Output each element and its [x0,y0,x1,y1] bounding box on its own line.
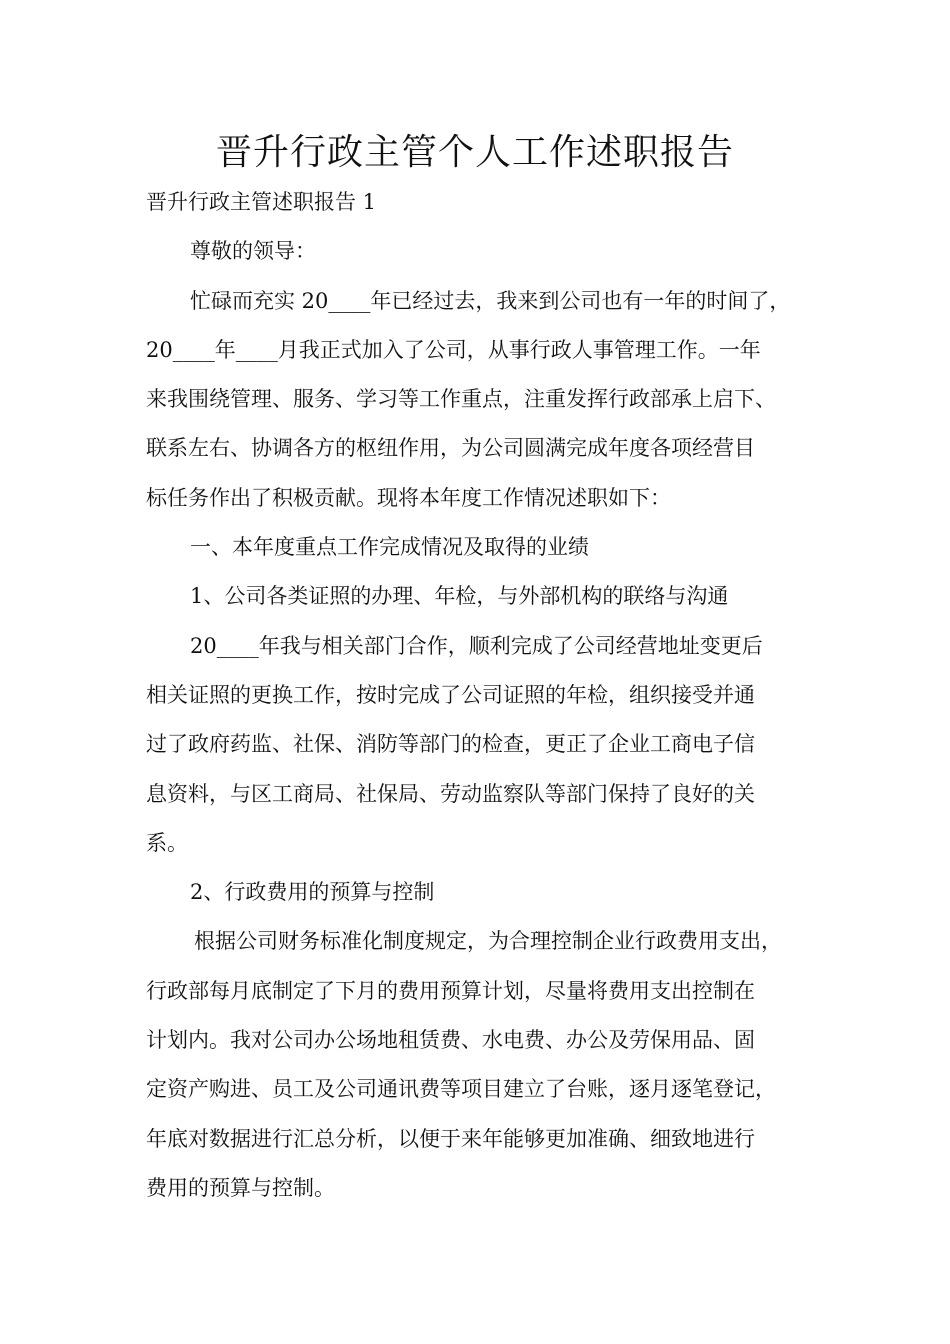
paragraph-line: 费用的预算与控制。 [146,1175,335,1200]
document-title: 晋升行政主管个人工作述职报告 [215,132,734,173]
paragraph-line: 联系左右、协调各方的枢纽作用，为公司圆满完成年度各项经营目 [146,436,755,461]
paragraph-line: 20____年____月我正式加入了公司，从事行政人事管理工作。一年 [146,337,761,362]
paragraph-line: 定资产购进、员工及公司通讯费等项目建立了台账，逐月逐笔登记， [146,1077,776,1102]
paragraph-line: 系。 [146,830,188,855]
paragraph-line: 计划内。我对公司办公场地租赁费、水电费、办公及劳保用品、固 [146,1028,755,1053]
subsection-heading: 1、公司各类证照的办理、年检，与外部机构的联络与沟通 [190,584,729,609]
paragraph-line: 相关证照的更换工作，按时完成了公司证照的年检，组织接受并通 [146,682,755,707]
paragraph-line: 过了政府药监、社保、消防等部门的检查，更正了企业工商电子信 [146,732,755,757]
paragraph-line: 根据公司财务标准化制度规定，为合理控制企业行政费用支出， [194,929,782,954]
paragraph-line: 年底对数据进行汇总分析，以便于来年能够更加准确、细致地进行 [146,1126,755,1151]
paragraph-line: 标任务作出了积极贡献。现将本年度工作情况述职如下： [146,485,671,510]
salutation: 尊敬的领导： [190,239,316,264]
paragraph-line: 息资料，与区工商局、社保局、劳动监察队等部门保持了良好的关 [146,781,755,806]
paragraph-line: 行政部每月底制定了下月的费用预算计划，尽量将费用支出控制在 [146,978,755,1003]
paragraph-line: 20____年我与相关部门合作，顺利完成了公司经营地址变更后 [190,633,763,658]
report-subtitle: 晋升行政主管述职报告 1 [146,190,377,214]
paragraph-line: 忙碌而充实 20____年已经过去，我来到公司也有一年的时间了， [190,288,791,313]
section-heading: 一、本年度重点工作完成情况及取得的业绩 [190,535,589,560]
subsection-heading: 2、行政费用的预算与控制 [190,880,435,905]
document-body [146,178,836,1213]
paragraph-line: 来我围绕管理、服务、学习等工作重点，注重发挥行政部承上启下、 [146,387,776,412]
